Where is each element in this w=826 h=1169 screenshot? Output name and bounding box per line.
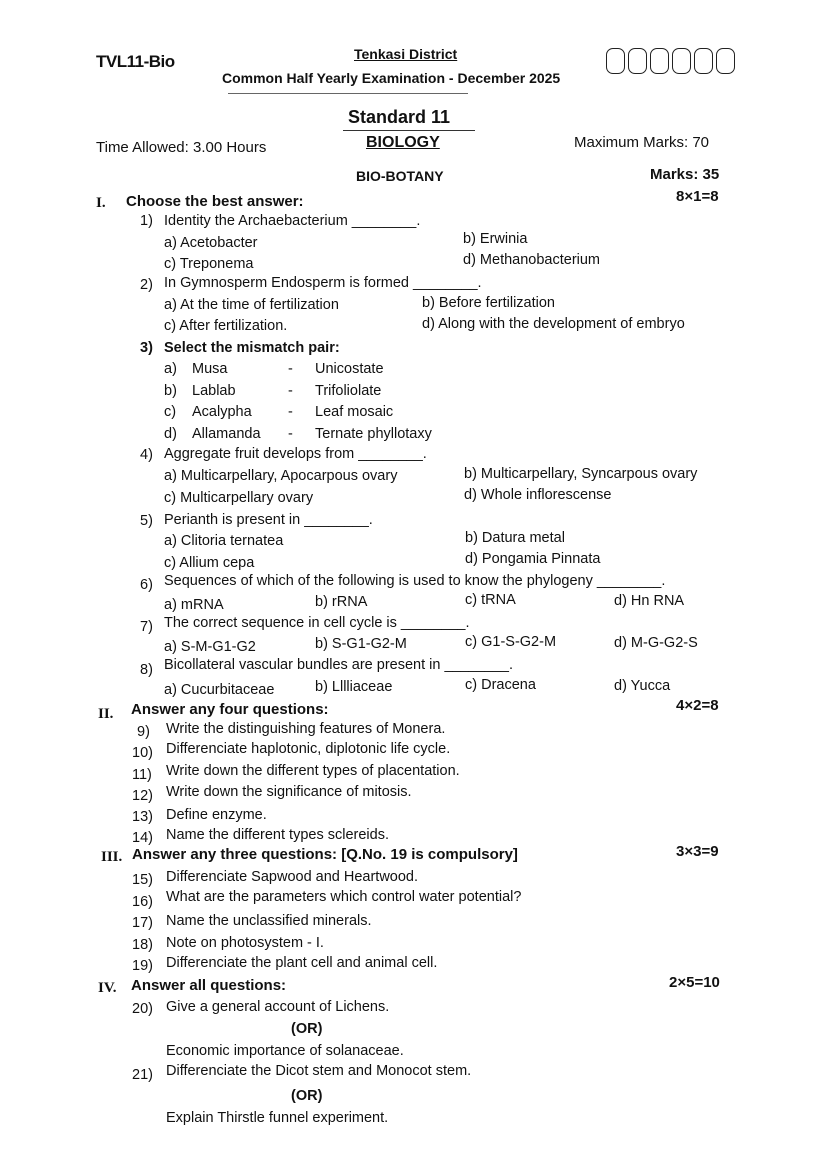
question-text: Bicollateral vascular bundles are present in ________. [164,657,514,673]
exam-title-underline [228,93,468,94]
question-text: Aggregate fruit develops from ________. [164,446,427,462]
section-heading: Choose the best answer: [126,193,304,210]
standard-underline [343,130,475,131]
question-number: 4) [140,447,153,463]
alternate-question-text: Explain Thirstle funnel experiment. [166,1110,389,1126]
option: c) tRNA [465,592,516,608]
option: a) S-M-G1-G2 [164,639,256,655]
pair-dash: - [288,361,293,377]
option: d) Hn RNA [614,593,685,609]
section-marks-formula: 8×1=8 [676,188,719,205]
option: c) G1-S-G2-M [465,634,557,650]
pair-term: Allamanda [192,426,261,442]
option: b) Datura metal [465,530,565,546]
question-text: Perianth is present in ________. [164,512,373,528]
question-number: 19) [132,958,153,974]
option: d) Along with the development of embryo [422,316,685,332]
question-number: 13) [132,809,153,825]
question-text: Identity the Archaebacterium ________. [164,213,421,229]
question-number: 20) [132,1001,153,1017]
pair-dash: - [288,383,293,399]
question-text: Sequences of which of the following is used to know the phylogeny ________. [164,573,666,589]
question-text: Name the different types sclereids. [166,827,389,843]
section-number: I. [96,195,106,211]
question-number: 6) [140,577,153,593]
question-number: 12) [132,788,153,804]
option: c) Treponema [164,256,254,272]
option: b) Erwinia [463,231,528,247]
section-marks-formula: 4×2=8 [676,697,719,714]
register-box [650,48,669,74]
alternate-question-text: Economic importance of solanaceae. [166,1043,404,1059]
option: b) S-G1-G2-M [315,636,407,652]
question-text: Differenciate haplotonic, diplotonic life cycle. [166,741,451,757]
question-number: 21) [132,1067,153,1083]
paper-code: TVL11-Bio [96,52,175,71]
pair-term: Acalypha [192,404,252,420]
section-heading: Answer any four questions: [131,701,329,718]
section-marks-formula: 2×5=10 [669,974,720,991]
question-text: Differenciate Sapwood and Heartwood. [166,869,419,885]
option: c) After fertilization. [164,318,288,334]
question-text: Write down the significance of mitosis. [166,784,412,800]
question-text: Differenciate the Dicot stem and Monocot stem. [166,1063,472,1079]
register-box [628,48,647,74]
pair-term: Lablab [192,383,236,399]
question-text: Write down the different types of placentation. [166,763,460,779]
or-separator: (OR) [291,1021,323,1037]
option: d) Pongamia Pinnata [465,551,601,567]
register-box [694,48,713,74]
question-text: Define enzyme. [166,807,267,823]
register-number-boxes [606,48,735,74]
option: a) Multicarpellary, Apocarpous ovary [164,468,398,484]
question-number: 1) [140,213,153,229]
question-text: The correct sequence in cell cycle is ________. [164,615,470,631]
question-number: 9) [137,724,150,740]
question-number: 5) [140,513,153,529]
maximum-marks: Maximum Marks: 70 [574,134,710,151]
section-marks: Marks: 35 [650,166,720,183]
option: c) Multicarpellary ovary [164,490,314,506]
subject-title: BIOLOGY [366,134,440,151]
question-text: Give a general account of Lichens. [166,999,390,1015]
question-number: 15) [132,872,153,888]
option: b) Lllliaceae [315,679,393,695]
section-marks-formula: 3×3=9 [676,843,719,860]
option: c) Allium cepa [164,555,255,571]
register-box [716,48,735,74]
option: b) Multicarpellary, Syncarpous ovary [464,466,698,482]
pair-dash: - [288,404,293,420]
question-text: Select the mismatch pair: [164,340,340,356]
question-number: 7) [140,619,153,635]
standard-title: Standard 11 [348,107,451,127]
question-text: Write the distinguishing features of Monera. [166,721,446,737]
option: d) Methanobacterium [463,252,601,268]
question-number: 11) [132,767,152,783]
district-name: Tenkasi District [354,46,458,62]
question-number: 17) [132,915,153,931]
question-text: Name the unclassified minerals. [166,913,372,929]
section-number: III. [101,849,123,865]
exam-title: Common Half Yearly Examination - December 2025 [222,70,561,86]
question-number: 2) [140,277,153,293]
option: b) Before fertilization [422,295,555,311]
pair-dash: - [288,426,293,442]
question-text: Note on photosystem - I. [166,935,324,951]
time-allowed: Time Allowed: 3.00 Hours [96,139,267,156]
option: b) rRNA [315,594,368,610]
question-text: What are the parameters which control water potential? [166,889,522,905]
option: d) M-G-G2-S [614,635,698,651]
pair-term: Musa [192,361,228,377]
pair-match: Unicostate [315,361,384,377]
register-box [606,48,625,74]
pair-letter: b) [164,383,177,399]
question-number: 10) [132,745,153,761]
option: d) Whole inflorescense [464,487,612,503]
option: a) Acetobacter [164,235,258,251]
question-text: In Gymnosperm Endosperm is formed ________. [164,275,482,291]
question-number: 14) [132,830,153,846]
option: d) Yucca [614,678,671,694]
section-number: IV. [98,980,117,996]
section-heading: Answer all questions: [131,977,287,994]
pair-match: Ternate phyllotaxy [315,426,432,442]
pair-letter: c) [164,404,177,420]
section-heading: Answer any three questions: [Q.No. 19 is compulsory] [132,846,518,863]
pair-letter: d) [164,426,177,442]
question-number: 18) [132,937,153,953]
option: a) Cucurbitaceae [164,682,275,698]
question-number: 3) [140,340,153,356]
option: a) mRNA [164,597,224,613]
section-number: II. [98,706,114,722]
question-text: Differenciate the plant cell and animal cell. [166,955,438,971]
pair-letter: a) [164,361,177,377]
option: a) At the time of fertilization [164,297,339,313]
question-number: 8) [140,662,153,678]
option: c) Dracena [465,677,536,693]
pair-match: Leaf mosaic [315,404,394,420]
question-number: 16) [132,894,153,910]
or-separator: (OR) [291,1088,323,1104]
pair-match: Trifoliolate [315,383,382,399]
option: a) Clitoria ternatea [164,533,284,549]
sub-section-title: BIO-BOTANY [356,168,444,184]
register-box [672,48,691,74]
